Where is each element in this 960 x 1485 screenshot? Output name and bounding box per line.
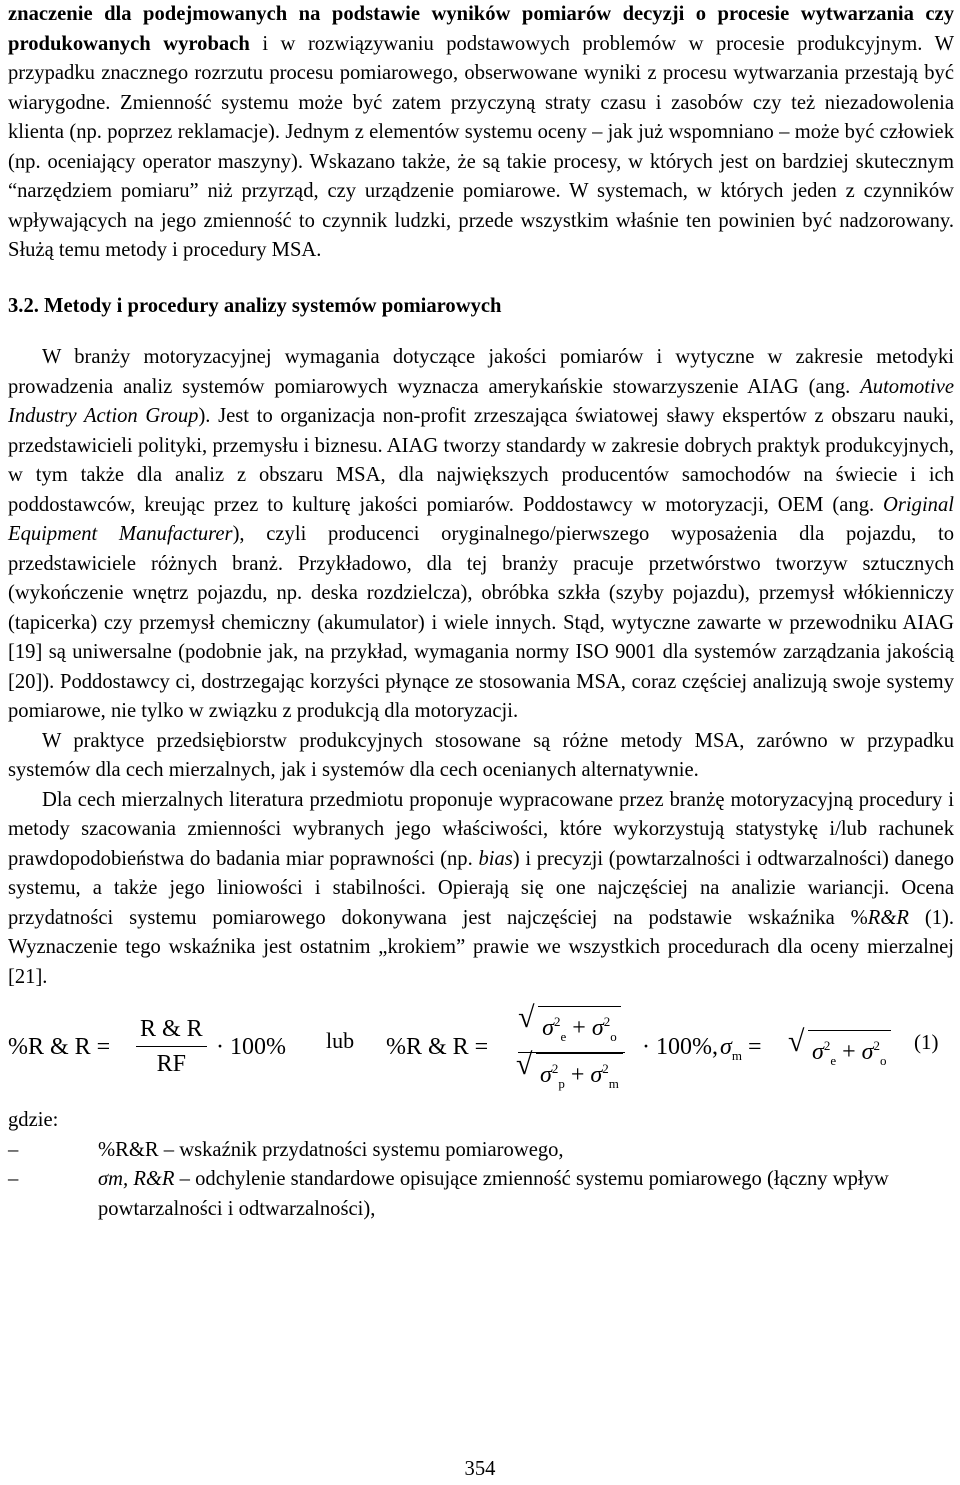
italic-term: R&R	[867, 906, 909, 929]
paragraph-text: ), czyli producenci oryginalnego/pierwszego wyposażenia dla pojazdu, to przedstawiciele różnych branż. Przykładowo, dla tej branży pracuje przetwórstwo tworzyw sztucznych (wykończenie wnętrz pojazdu, np. deska rozdzielcza), obróbka szkła (szyby pojazdu), przemysł włókienniczy (tapicerka) czy przemysł chemiczny (akumulator) i wiele innych. Stąd, wytyczne zawarte w przewodniku AIAG [19] są uniwersalne (podobnie jak, na przykład, wymagania normy ISO 9001 dla systemów zarządzania jakością [20]). Poddostawcy ci, dostrzegając korzyści płynące ze stosowania MSA, coraz częściej analizują swoje systemy pomiarowe, nie tylko w związku z produkcją dla motoryzacji.	[8, 523, 955, 722]
formula-multiplier-1: · 100%	[216, 1034, 286, 1060]
paragraph-text: i w rozwiązywaniu podstawowych problemów w procesie produkcyjnym. W przypadku znacznego rozrzutu procesu pomiarowego, obserwowane wyniki z procesu wytwarzania przestają być wiarygodne. Zmienność systemu może być zatem przyczyną straty czasu i zasobów czy też niezadowolenia klienta (np. poprzez reklamacje). Jednym z elementów systemu oceny – jak już wspomniano – może być człowiek (np. oceniający operator maszyny). Wskazano także, że są takie procesy, w których jest on bardziej skutecznym “narzędziem pomiaru” niż przyrząd, czy urządzenie pomiarowe. W systemach, w których jeden z czynników wpływających na jego zmienność to czynnik ludzki, przede wszystkim właśnie ten powinien być nadzorowany. Służą temu metody i procedury MSA.	[8, 32, 955, 261]
sqrt-numerator: √ $\sigma^2_e + \sigma^2_o$	[538, 1006, 621, 1052]
formula-fraction-2	[516, 1006, 627, 1099]
paragraph-text: Dla cech mierzalnych literatura przedmiotu proponuje wypracowane przez branżę motoryzacyjną procedury i metody szacowania zmienności wybranych jego właściwości, które wykorzystują statystykę i/lub rachunek prawdopodobieństwa do badania miar poprawności (np.	[8, 788, 954, 870]
list-text: – wskaźnik przydatności systemu pomiarowego,	[158, 1138, 564, 1161]
paragraph-measurable	[8, 786, 954, 993]
list-item	[8, 1165, 954, 1224]
bold-text: znaczenie dla podejmowanych na podstawie wyników pomiarów decyzji o procesie wytwarzania czy produkowanych wyrobach	[8, 3, 954, 55]
formula-multiplier-2: · 100%,	[642, 1034, 718, 1060]
page-number: 354	[464, 1458, 496, 1480]
where-label: gdzie:	[8, 1109, 59, 1131]
italic-term: Original Equipment Manufacturer	[8, 493, 954, 545]
equation-number: (1)	[914, 1030, 939, 1054]
formula-denominator: RF	[156, 1051, 187, 1077]
where-block	[8, 1106, 954, 1224]
formula-block	[8, 1006, 954, 1106]
list-text: – odchylenie standardowe opisujące zmienność systemu pomiarowego (łączny wpływ powtarzalności i odtwarzalności),	[98, 1168, 889, 1220]
paragraph-intro	[8, 0, 954, 266]
paragraph-text: (1). Wyznaczenie tego wskaźnika jest ostatnim „krokiem” prawie we wszystkich procedurach dla oceny mierzalnej [21].	[8, 906, 954, 988]
sqrt-denominator: √ $\sigma^2_p + \sigma^2_m$	[536, 1053, 623, 1099]
document-page	[8, 0, 954, 1224]
paragraph-aiag	[8, 343, 954, 727]
list-symbol: σm, R&R	[98, 1168, 175, 1190]
italic-term: Automotive Industry Action Group	[8, 375, 954, 427]
list-symbol: %R&R	[98, 1138, 159, 1161]
italic-term: bias	[478, 847, 513, 870]
formula-lhs-1: %R & R =	[8, 1034, 111, 1060]
list-dash: –	[8, 1168, 19, 1190]
list-item	[8, 1136, 954, 1166]
formula-fraction-1	[136, 1012, 207, 1081]
formula-numerator: R & R	[136, 1012, 207, 1047]
section-heading: 3.2. Metody i procedury analizy systemów pomiarowych	[8, 294, 502, 317]
formula-sqrt-3: √ $\sigma^2_e + \sigma^2_o$	[808, 1030, 891, 1076]
paragraph-practice: W praktyce przedsiębiorstw produkcyjnych stosowane są różne metody MSA, zarówno w przypadku systemów dla cech mierzalnych, jak i systemów dla cech ocenianych alternatywnie.	[8, 729, 954, 781]
formula-lub: lub	[326, 1028, 355, 1053]
paragraph-text: ). Jest to organizacja non-profit zrzeszająca światowej sławy ekspertów z obszaru nauki, przedstawicieli polityki, przemysłu i biznesu. AIAG tworzy standardy w zakresie dobrych praktyk produkcyjnych, w tym także dla analiz z obszaru MSA, dla największych producentów samochodów na świecie i ich poddostawców, kreując przez to kulturę jakości pomiarów. Poddostawcy w motoryzacji, OEM (ang.	[8, 405, 954, 516]
paragraph-text: ) i precyzji (powtarzalności i odtwarzalności) danego systemu, a także jego liniowości i stabilności. Opierają się one najczęściej na analizie wariancji. Ocena przydatności systemu pomiarowego dokonywana jest najczęściej na podstawie wskaźnika %	[8, 847, 954, 929]
list-dash: –	[8, 1138, 19, 1161]
formula-lhs-2: %R & R =	[386, 1034, 489, 1060]
paragraph-text: W branży motoryzacyjnej wymagania dotyczące jakości pomiarów i wytyczne w zakresie metodyki prowadzenia analiz systemów pomiarowych wyznacza amerykańskie stowarzyszenie AIAG (ang.	[8, 346, 954, 398]
formula-sigma-m: $\sigma_m$ =	[720, 1034, 762, 1063]
